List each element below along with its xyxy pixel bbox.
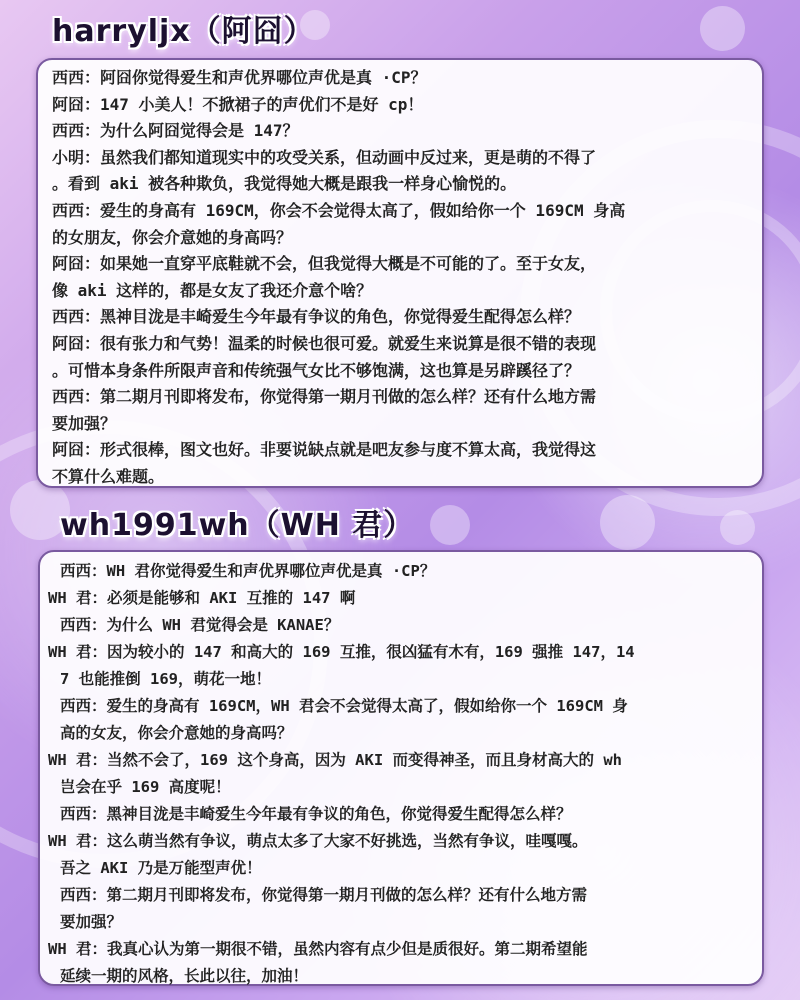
dialogue-line: 要加强？: [60, 913, 123, 931]
background-bubble: [600, 495, 655, 550]
dialogue-line: 小明：虽然我们都知道现实中的攻受关系，但动画中反过来，更是萌的不得了: [52, 147, 597, 167]
dialogue-line: 西西：第二期月刊即将发布，你觉得第一期月刊做的怎么样？还有什么地方需: [60, 886, 588, 904]
dialogue-line: 的女朋友，你会介意她的身高吗？: [52, 227, 293, 247]
dialogue-line: 西西：爱生的身高有 169CM，你会不会觉得太高了，假如给你一个 169CM 身高: [52, 200, 626, 220]
dialogue-line: WH 君：因为较小的 147 和高大的 169 互推，很凶猛有木有，169 强推 147，14: [48, 643, 635, 661]
dialogue-line: 西西：第二期月刊即将发布，你觉得第一期月刊做的怎么样？还有什么地方需: [52, 387, 597, 407]
dialogue-line: 西西：爱生的身高有 169CM，WH 君会不会觉得太高了，假如给你一个 169CM 身: [60, 697, 628, 715]
dialogue-line: 阿囧：如果她一直穿平底鞋就不会，但我觉得大概是不可能的了。至于女友，: [52, 254, 597, 274]
dialogue-line: 吾之 AKI 乃是万能型声优！: [60, 859, 262, 877]
background-bubble: [700, 6, 745, 51]
dialogue-line: 高的女友，你会介意她的身高吗？: [60, 724, 293, 742]
dialogue-line: 西西：为什么阿囧觉得会是 147？: [52, 121, 299, 141]
dialogue-line: 西西：WH 君你觉得爱生和声优界哪位声优是真 ·CP？: [60, 562, 436, 580]
dialogue-line: 西西：黑神目泷是丰崎爱生今年最有争议的角色，你觉得爱生配得怎么样？: [60, 805, 572, 823]
dialogue-line: 岂会在乎 169 高度呢！: [60, 778, 231, 796]
dialogue-line: 西西：黑神目泷是丰崎爱生今年最有争议的角色，你觉得爱生配得怎么样？: [52, 307, 581, 327]
dialogue-line: 阿囧：很有张力和气势！温柔的时候也很可爱。就爱生来说算是很不错的表现: [52, 333, 597, 353]
dialogue-line: WH 君：我真心认为第一期很不错，虽然内容有点少但是质很好。第二期希望能: [48, 940, 588, 958]
dialogue-line: 不算什么难题。: [52, 466, 165, 486]
dialogue-line: WH 君：这么萌当然有争议，萌点太多了大家不好挑选，当然有争议，哇嘎嘎。: [48, 832, 588, 850]
section-title-wh1991wh: wh1991wh（WH 君）: [60, 508, 415, 543]
dialogue-line: 7 也能推倒 169，萌花一地！: [60, 670, 271, 688]
dialogue-line: 西西：阿囧你觉得爱生和声优界哪位声优是真 ·CP？: [52, 68, 427, 87]
dialogue-line: 像 aki 这样的，都是女友了我还介意个啥？: [52, 280, 373, 300]
dialogue-line: 。看到 aki 被各种欺负，我觉得她大概是跟我一样身心愉悦的。: [52, 174, 517, 194]
dialogue-line: 要加强？: [52, 413, 117, 433]
dialogue-line: WH 君：必须是能够和 AKI 互推的 147 啊: [48, 589, 356, 607]
dialogue-line: 西西：为什么 WH 君觉得会是 KANAE？: [60, 616, 340, 634]
interview-panel-harryljx: [36, 58, 764, 488]
dialogue-line: 阿囧：147 小美人！不掀裙子的声优们不是好 cp！: [52, 94, 424, 114]
background-bubble: [720, 510, 755, 545]
section-title-harryljx: harryljx（阿囧）: [52, 14, 315, 49]
dialogue-line: 。可惜本身条件所限声音和传统强气女比不够饱满，这也算是另辟蹊径了？: [52, 360, 581, 380]
dialogue-line: 阿囧：形式很棒，图文也好。非要说缺点就是吧友参与度不算太高，我觉得这: [52, 440, 597, 460]
dialogue-line: 延续一期的风格，长此以往，加油！: [60, 967, 309, 985]
dialogue-line: WH 君：当然不会了，169 这个身高，因为 AKI 而变得神圣，而且身材高大的 wh: [48, 751, 622, 769]
background-bubble: [430, 505, 470, 545]
interview-panel-wh1991wh: [38, 550, 764, 986]
